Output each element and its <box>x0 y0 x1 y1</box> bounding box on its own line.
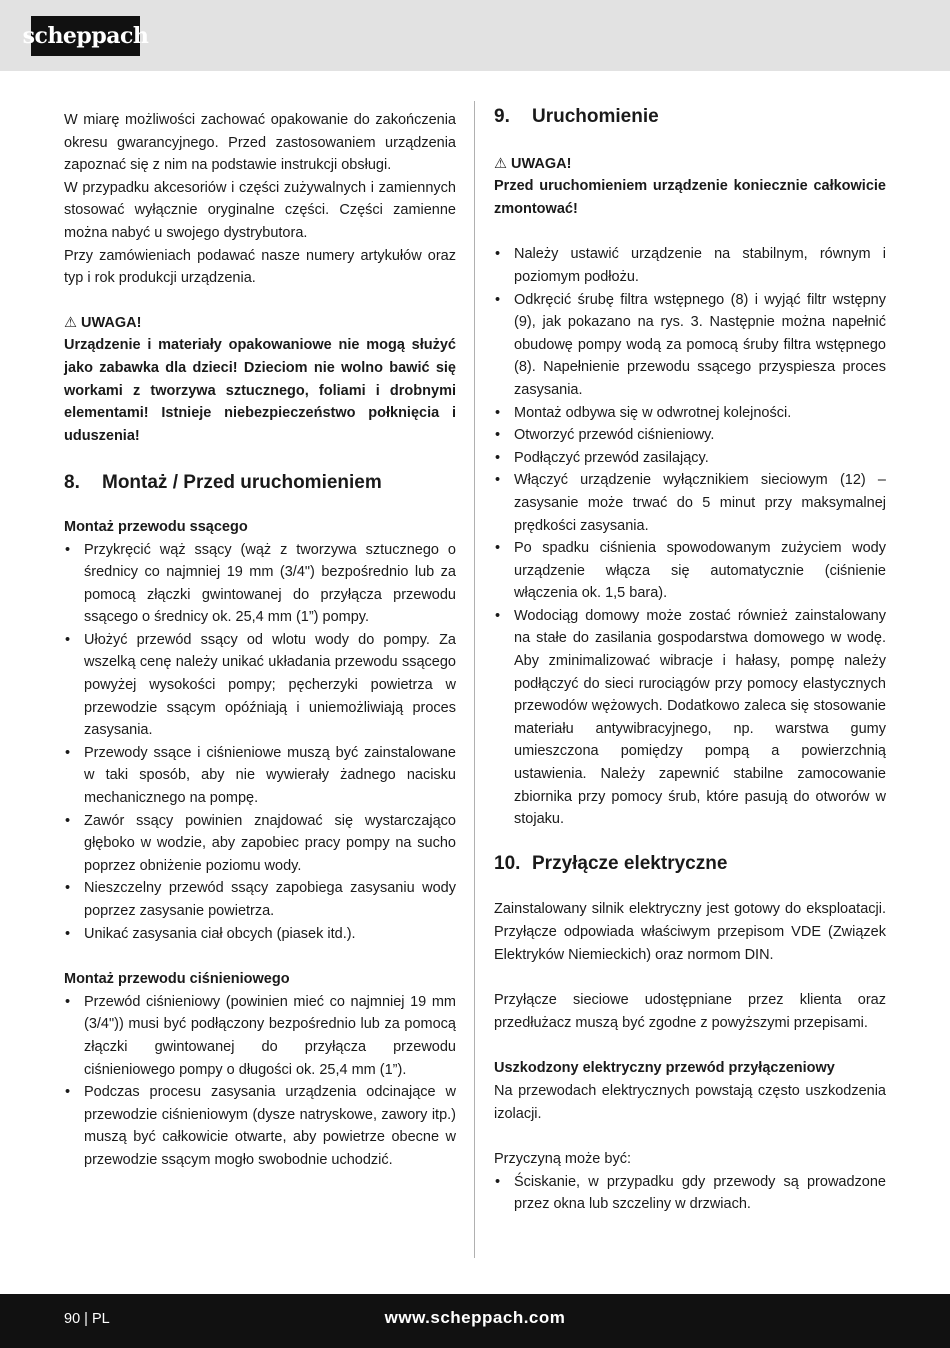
list-item: • Otworzyć przewód ciśnieniowy. <box>494 424 886 447</box>
list-item: • Przykręcić wąż ssący (wąż z tworzywa sztucznego o średnicy co najmniej 19 mm (3/4") bezpośrednio lub za pomocą złączki gwintowanej do przyłącza przewodu ssącego o średnicy ok. 25,4 mm (1”) pompy. <box>64 539 456 629</box>
section-9-title <box>494 106 886 129</box>
left-column <box>64 109 456 1172</box>
section-title-text: Montaż / Przed uruchomieniem <box>102 472 382 494</box>
electric-paragraph-1: Zainstalowany silnik elektryczny jest gotowy do eksploatacji. Przyłącze odpowiada właściwym przepisom VDE (Związek Elektryków Niemieckich) oraz normom DIN. <box>494 901 886 963</box>
list-item: • Zawór ssący powinien znajdować się wystarczająco głęboko w wodzie, aby zapobiec pracy pompy na sucho poprzez obniżenie poziomu wody. <box>64 810 456 878</box>
section-title-text: Przyłącze elektryczne <box>532 852 728 874</box>
intro-paragraph-2: W przypadku akcesoriów i części zużywalnych i zamiennych stosować wyłącznie oryginalne części. Części zamienne można nabyć u swojego dystrybutora. <box>64 179 456 241</box>
scheppach-logo: scheppach <box>31 16 140 56</box>
website-url: www.scheppach.com <box>384 1308 566 1327</box>
list-item: • Montaż odbywa się w odwrotnej kolejności. <box>494 402 886 425</box>
list-item: • Włączyć urządzenie wyłącznikiem sieciowym (12) – zasysanie może trwać do 5 minut przy maksymalnej prędkości zasysania. <box>494 469 886 537</box>
intro-paragraph-1: W miarę możliwości zachować opakowanie do zakończenia okresu gwarancyjnego. Przed zastosowaniem urządzenia zapoznać się z nim na podstawie instrukcji obsługi. <box>64 112 456 174</box>
warning-text: Urządzenie i materiały opakowaniowe nie mogą służyć jako zabawka dla dzieci! Dzieciom nie wolno bawić się workami z tworzywa sztucznego, foliami i drobnymi elementami! Istnieje niebezpieczeństwo połknięcia i uduszenia! <box>64 337 456 444</box>
warning-triangle-icon: ⚠ <box>494 155 507 172</box>
list-item: • Ściskanie, w przypadku gdy przewody są prowadzone przez okna lub szczeliny w drzwiach. <box>494 1171 886 1216</box>
footer-bar <box>0 1294 950 1348</box>
cause-label: Przyczyną może być: <box>494 1151 631 1168</box>
right-column <box>494 106 886 1216</box>
electric-paragraph-2: Przyłącze sieciowe udostępniane przez klienta oraz przedłużacz muszą być zgodne z powyższymi przepisami. <box>494 992 886 1031</box>
subheading-pressure-hose: Montaż przewodu ciśnieniowego <box>64 971 290 988</box>
list-item: • Odkręcić śrubę filtra wstępnego (8) i wyjąć filtr wstępny (9), jak pokazano na rys. 3. Następnie można napełnić obudowę pompy wodą za pomocą śruby filtra wstępnego (8). Napełnienie przewodu ssącego przyspiesza proces zasysania. <box>494 289 886 402</box>
subheading-damaged-cable: Uszkodzony elektryczny przewód przyłączeniowy <box>494 1060 835 1077</box>
section-title-text: Uruchomienie <box>532 106 659 127</box>
startup-list <box>494 243 886 830</box>
list-item: • Nieszczelny przewód ssący zapobiega zasysaniu wody poprzez zasysanie powietrza. <box>64 877 456 922</box>
list-item: • Unikać zasysania ciał obcych (piasek itd.). <box>64 923 456 946</box>
pressure-hose-list <box>64 991 456 1172</box>
warning-triangle-icon: ⚠ <box>64 314 77 331</box>
list-item: • Podłączyć przewód zasilający. <box>494 447 886 470</box>
suction-hose-list <box>64 539 456 946</box>
warning-text: Przed uruchomieniem urządzenie koniecznie całkowicie zmontować! <box>494 178 886 217</box>
section-number: 8. <box>64 472 80 494</box>
warning-heading <box>64 312 456 335</box>
list-item: • Wodociąg domowy może zostać również zainstalowany na stałe do zasilania gospodarstwa domowego w wodę. Aby zminimalizować wibracje i hałasy, pompę należy podłączyć do sieci rurociągów przy pomocy elastycznych przewodów wężowych. Dodatkowo zaleca się stosowanie materiału antywibracyjnego, np. warstwa gumy umieszczona pomiędzy pompą a powierzchnią ustawienia. Należy zapewnić stabilne zamocowanie zbiornika przy pomocy śrub, które pasują do otworów w stojaku. <box>494 605 886 831</box>
section-8-title <box>64 472 456 495</box>
page-number: 90 | PL <box>64 1311 110 1327</box>
warning-title: UWAGA! <box>81 314 142 331</box>
cause-list <box>494 1171 886 1216</box>
warning-heading <box>494 153 886 176</box>
list-item: • Podczas procesu zasysania urządzenia odcinające w przewodzie ciśnieniowym (dysze natryskowe, zawory itp.) muszą być całkowicie otwarte, aby powietrze obecne w przewodzie ssącym mogło swobodnie uchodzić. <box>64 1081 456 1171</box>
list-item: • Przewód ciśnieniowy (powinien mieć co najmniej 19 mm (3/4")) musi być podłączony bezpośrednio lub za pomocą złączki gwintowanej do przyłącza przewodu ciśnieniowego pompy o długości ok. 25,4 mm (1”). <box>64 991 456 1081</box>
section-number: 9. <box>494 106 510 127</box>
intro-paragraph-3: Przy zamówieniach podawać nasze numery artykułów oraz typ i rok produkcji urządzenia. <box>64 247 456 287</box>
column-divider <box>474 101 475 1258</box>
list-item: • Po spadku ciśnienia spowodowanym zużyciem wody urządzenie włącza się automatycznie (ciśnienie włączenia ok. 1,5 bara). <box>494 537 886 605</box>
list-item: • Przewody ssące i ciśnieniowe muszą być zainstalowane w taki sposób, aby nie wywierały żadnego nacisku mechanicznego na pompę. <box>64 742 456 810</box>
section-10-title <box>494 853 886 876</box>
list-item: • Należy ustawić urządzenie na stabilnym, równym i poziomym podłożu. <box>494 243 886 288</box>
header-bar <box>0 0 950 71</box>
section-number: 10. <box>494 852 521 874</box>
warning-title: UWAGA! <box>511 155 572 172</box>
damaged-cable-text: Na przewodach elektrycznych powstają często uszkodzenia izolacji. <box>494 1082 886 1122</box>
subheading-suction-hose: Montaż przewodu ssącego <box>64 518 248 535</box>
list-item: • Ułożyć przewód ssący od wlotu wody do pompy. Za wszelką cenę należy unikać układania przewodu ssącego powyżej wysokości pompy; pęcherzyki powietrza w przewodzie ssącym opóźniają i uniemożliwiają proces zasysania. <box>64 629 456 742</box>
